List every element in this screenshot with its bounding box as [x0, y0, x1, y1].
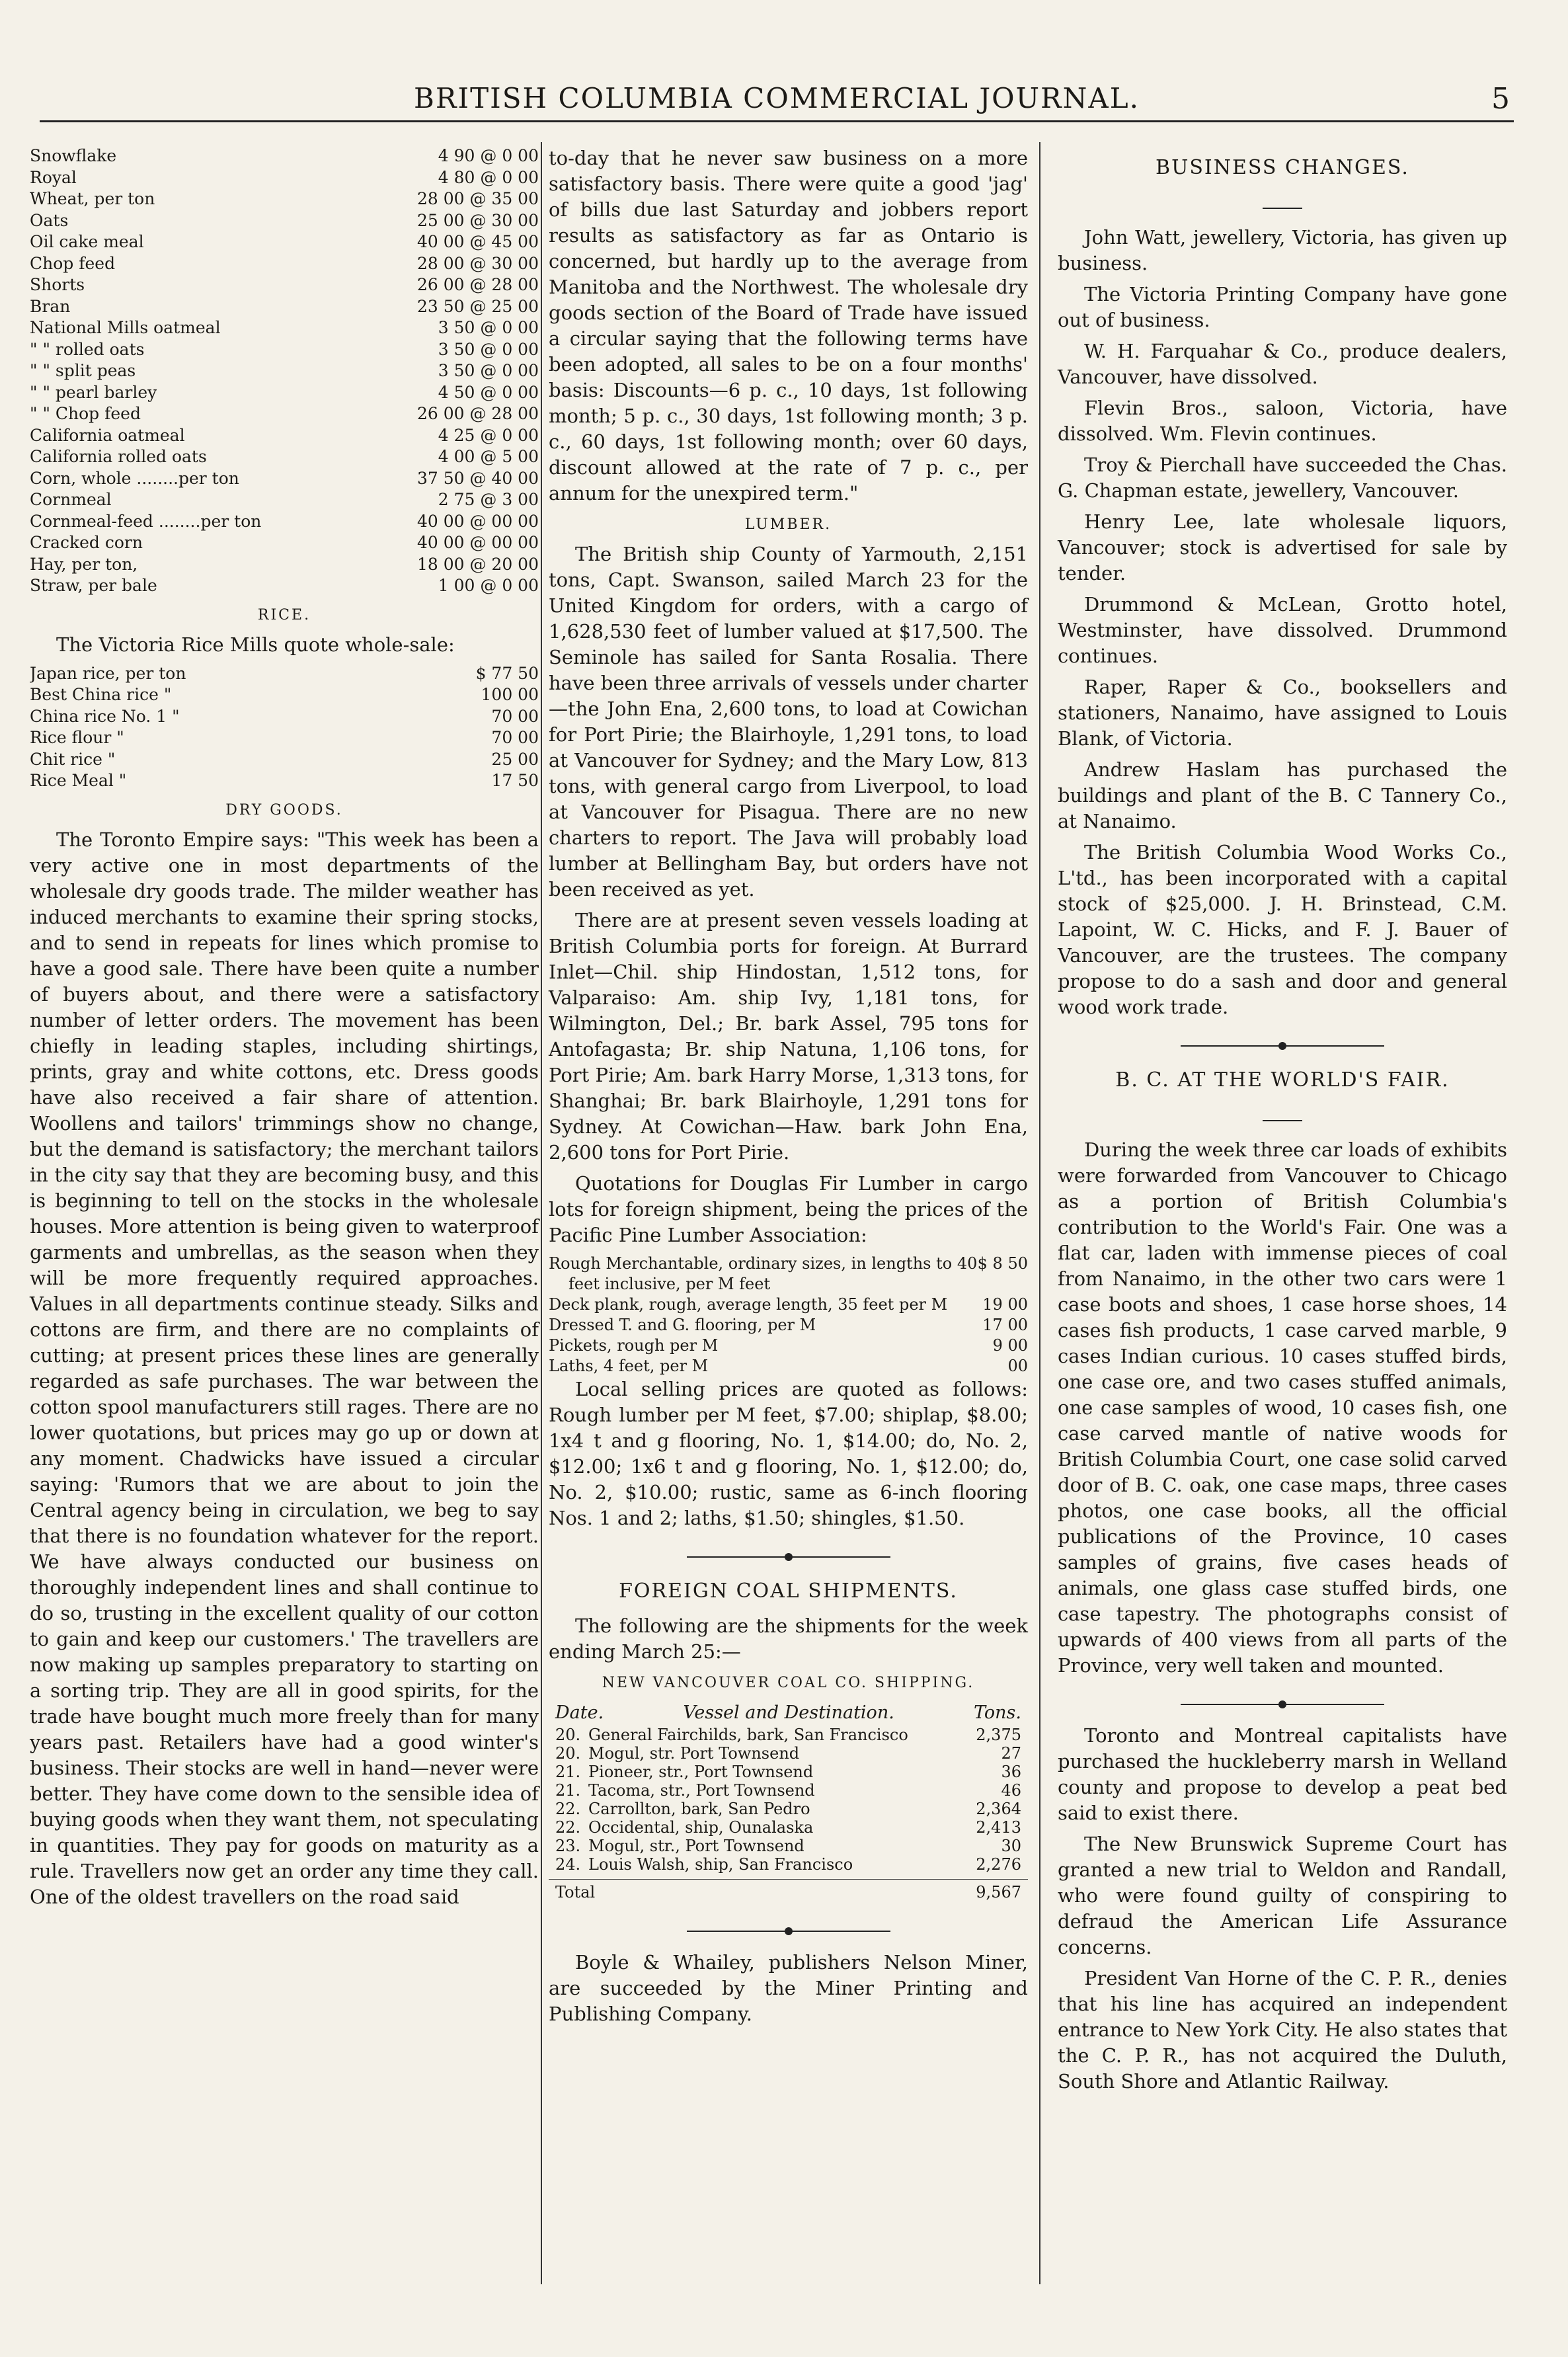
table-row	[549, 1855, 1028, 1874]
coal-company: NEW VANCOUVER COAL CO. SHIPPING.	[602, 1675, 975, 1691]
feed-price-list	[30, 145, 539, 597]
item-name: Oil cake meal	[30, 232, 144, 251]
section-separator	[549, 1543, 1028, 1569]
coal-table	[549, 1726, 1028, 1874]
lumber-quote-row	[549, 1356, 1028, 1377]
item-price: 23 50 @ 25 00	[416, 296, 539, 316]
boyle-notice: Boyle & Whailey, publishers Nelson Miner, are succeeded by the Miner Printing and Publishing Company.	[549, 1951, 1028, 2025]
coal-date: 21.	[555, 1763, 581, 1781]
item-price: 28 00 @ 35 00	[416, 189, 539, 208]
table-row	[549, 1781, 1028, 1800]
price-row	[30, 253, 539, 275]
section-separator	[549, 1917, 1028, 1943]
item-name: " " split peas	[30, 361, 136, 380]
news-item: Toronto and Montreal capitalists have purchased the huckleberry marsh in Welland county and propose to develop a peat bed said to exist there.	[1058, 1724, 1507, 1824]
column-2	[549, 145, 1028, 2032]
coal-tons: 2,375	[976, 1726, 1021, 1744]
item-name: Oats	[30, 210, 69, 230]
lumber-paragraph-2: There are at present seven vessels loading at British Columbia ports for foreign. At Burrard Inlet—Chil. ship Hindostan, 1,512 tons, for Valparaiso: Am. ship Ivy, 1,181 tons, for Wilmington, Del.; Br. bark Assel, 795 tons for Antofagasta; Br. ship Natuna, 1,106 tons, for Port Pirie; Am. bark Harry Morse, 1,313 tons, for Shanghai; Br. bark Blairhoyle, 1,291 tons for Sydney. At Cowichan—Haw. bark John Ena, 2,600 tons for Port Pirie.	[549, 909, 1028, 1164]
coal-heading: FOREIGN COAL SHIPMENTS.	[619, 1579, 958, 1603]
lumber-paragraph-1: The British ship County of Yarmouth, 2,151 tons, Capt. Swanson, sailed March 23 for the United Kingdom for orders, with a cargo of 1,628,530 feet of lumber valued at $17,500. The Seminole has sailed for Santa Rosalia. There have been three arrivals of vessels under charter—the John Ena, 2,600 tons, to load at Cowichan for Port Pirie; the Blairhoyle, 1,291 tons, to load at Vancouver for Sydney; and the Mary Low, 813 tons, with general cargo from Liverpool, to load at Vancouver for Pisagua. There are no new charters to report. The Java will probably load lumber at Bellingham Bay, but orders have not been received as yet.	[549, 543, 1028, 900]
news-item: The New Brunswick Supreme Court has granted a new trial to Weldon and Randall, who were found guilty of conspiring to defraud the American Life Assurance concerns.	[1058, 1833, 1507, 1958]
item-price: 28 00 @ 30 00	[416, 253, 539, 273]
item-price: $ 77 50	[475, 663, 539, 683]
coal-col-vessel: Vessel and Destination.	[683, 1702, 894, 1723]
coal-col-tons: Tons.	[974, 1702, 1021, 1723]
coal-col-date: Date.	[555, 1702, 604, 1723]
item-price: 26 00 @ 28 00	[416, 275, 539, 294]
item-price: 4 80 @ 0 00	[438, 167, 539, 187]
coal-vessel: Louis Walsh, ship, San Francisco	[588, 1855, 853, 1874]
coal-date: 22.	[555, 1800, 581, 1818]
coal-vessel: General Fairchilds, bark, San Francisco	[588, 1726, 908, 1744]
section-separator	[1058, 1691, 1507, 1716]
price-row	[30, 339, 539, 361]
lumber-paragraph-4: Local selling prices are quoted as follows: Rough lumber per M feet, $7.00; shiplap, $8.00; 1x4 t and g flooring, No. 1, $14.00; do, No. 2, $12.00; 1x6 t and g flooring, No. 1, $12.00; do, No. 2, $10.00; rustic, same as 6-inch flooring Nos. 1 and 2; laths, $1.50; shingles, $1.50.	[549, 1378, 1028, 1529]
item-price: 100 00	[481, 685, 539, 704]
item-price: 3 50 @ 0 00	[438, 318, 539, 337]
lumber-paragraph-3: Quotations for Douglas Fir Lumber in cargo lots for foreign shipment, being the prices of the Pacific Pine Lumber Association:	[549, 1172, 1028, 1246]
column-3	[1058, 145, 1507, 2100]
item-name: Bran	[30, 296, 71, 316]
item-name: California oatmeal	[30, 425, 185, 445]
price-row	[30, 532, 539, 554]
item-price: 70 00	[491, 728, 539, 747]
price-row	[30, 274, 539, 296]
business-change-item: John Watt, jewellery, Victoria, has given up business.	[1058, 226, 1507, 274]
item-price: 1 00 @ 0 00	[438, 576, 539, 595]
item-price: 26 00 @ 28 00	[416, 404, 539, 423]
coal-vessel: Pioneer, str., Port Townsend	[588, 1763, 814, 1781]
coal-intro: The following are the shipments for the week ending March 25:—	[549, 1615, 1028, 1663]
masthead	[40, 78, 1514, 124]
dry-goods-continuation: to-day that he never saw business on a more satisfactory basis. There were quite a good 'jag' of bills due last Saturday and jobbers report results as satisfactory as far as Ontario is concerned, but hardly up to the average from Manitoba and the Northwest. The wholesale dry goods section of the Board of Trade have issued a circular saying that the following terms have been adopted, all sales to be on a four months' basis: Discounts—6 p. c., 10 days, 1st following month; 5 p. c., 30 days, 1st following month; 3 p. c., 60 days, 1st following month; over 60 days, discount allowed at the rate of 7 p. c., per annum for the unexpired term."	[549, 147, 1028, 504]
price-row	[30, 511, 539, 533]
table-row	[549, 1837, 1028, 1855]
coal-total-label: Total	[555, 1883, 596, 1901]
lumber-quote-row	[549, 1295, 1028, 1315]
coal-tons: 2,276	[976, 1855, 1021, 1874]
price-row	[30, 145, 539, 167]
table-row	[549, 1818, 1028, 1837]
coal-date: 23.	[555, 1837, 581, 1855]
lumber-price: 17 00	[982, 1316, 1028, 1334]
item-name: Best China rice "	[30, 685, 172, 704]
item-name: Cornmeal-feed ........per ton	[30, 511, 262, 531]
business-change-item: Raper, Raper & Co., booksellers and stationers, Nanaimo, have assigned to Louis Blank, of Victoria.	[1058, 676, 1507, 750]
lumber-price: $ 8 50	[977, 1254, 1028, 1273]
lumber-item: Dressed T. and G. flooring, per M	[549, 1316, 816, 1334]
coal-tons: 36	[1001, 1763, 1021, 1781]
news-items	[1058, 1723, 1507, 2095]
column-1	[30, 145, 539, 1915]
item-price: 3 50 @ 0 00	[438, 361, 539, 380]
table-row	[549, 1744, 1028, 1763]
lumber-heading: LUMBER.	[744, 516, 832, 533]
item-price: 25 00 @ 30 00	[416, 210, 539, 230]
item-name: Snowflake	[30, 146, 117, 165]
item-name: China rice No. 1 "	[30, 706, 180, 726]
price-row	[30, 403, 539, 425]
coal-total-row	[549, 1879, 1028, 1905]
coal-date: 21.	[555, 1781, 581, 1800]
lumber-item: Laths, 4 feet, per M	[549, 1357, 709, 1375]
item-price: 4 25 @ 0 00	[438, 425, 539, 445]
masthead-rule	[40, 120, 1514, 122]
item-price: 2 75 @ 3 00	[438, 490, 539, 509]
item-name: Rice flour "	[30, 728, 124, 747]
item-name: Cornmeal	[30, 490, 112, 509]
item-name: Royal	[30, 167, 77, 187]
lumber-quote-row	[549, 1254, 1028, 1295]
lumber-quote-row	[549, 1336, 1028, 1356]
price-row	[30, 489, 539, 511]
dry-goods-article: The Toronto Empire says: "This week has been a very active one in most departments of the wholesale dry goods trade. The milder weather has induced merchants to examine their spring stocks, and to send in repeats for lines which promise to have a good sale. There have been quite a number of buyers about, and there were a satisfactory number of letter orders. The movement has been chiefly in leading staples, including shirtings, prints, gray and white cottons, etc. Dress goods have also received a fair share of attention. Woollens and tailors' trimmings show no change, but the demand is satisfactory; the merchant tailors in the city say that they are becoming busy, and this is beginning to tell on the stocks in the wholesale houses. More attention is being given to waterproof garments and umbrellas, as the season when they will be more frequently required approaches. Values in all departments continue steady. Silks and cottons are firm, and there are no complaints of cutting; at present prices these lines are generally regarded as safe purchases. The war between the cotton spool manufacturers still rages. There are no lower quotations, but prices may go up or down at any moment. Chadwicks have issued a circular saying: 'Rumors that we are about to join the Central agency being in circulation, we beg to say that there is no foundation whatever for the report. We have always conducted our business on thoroughly independent lines and shall continue to do so, trusting in the excellent quality of our cotton to gain and keep our customers.' The travellers are now making up samples preparatory to starting on a sorting trip. They are all in good spirits, for the trade have bought much more freely than for many years past. Retailers have had a good winter's business. Their stocks are well in hand—never were better. They have come down to the sensible idea of buying goods when they want them, not speculating in quantities. They pay for goods on maturity as a rule. Travellers now get an order any time they call. One of the oldest travellers on the road said	[30, 828, 539, 1908]
item-name: California rolled oats	[30, 447, 207, 466]
dry-goods-heading: DRY GOODS.	[225, 801, 343, 819]
lumber-price: 9 00	[992, 1336, 1028, 1355]
lumber-price: 19 00	[982, 1295, 1028, 1314]
item-price: 37 50 @ 40 00	[416, 468, 539, 488]
item-price: 3 50 @ 0 00	[438, 339, 539, 359]
item-name: Japan rice, per ton	[30, 663, 186, 683]
business-change-item: The Victoria Printing Company have gone out of business.	[1058, 283, 1507, 331]
table-row	[549, 1726, 1028, 1744]
coal-vessel: Carrollton, bark, San Pedro	[588, 1800, 810, 1818]
item-name: National Mills oatmeal	[30, 318, 221, 337]
item-name: " " pearl barley	[30, 382, 157, 402]
item-price: 4 50 @ 0 00	[438, 382, 539, 402]
short-rule	[1058, 190, 1507, 216]
business-change-item: Flevin Bros., saloon, Victoria, have dissolved. Wm. Flevin continues.	[1058, 397, 1507, 445]
item-name: " " rolled oats	[30, 339, 145, 359]
table-row	[549, 1800, 1028, 1818]
coal-table-header	[549, 1700, 1028, 1726]
item-price: 40 00 @ 45 00	[416, 232, 539, 251]
price-row	[30, 663, 539, 685]
coal-tons: 46	[1001, 1781, 1021, 1800]
item-name: Rice Meal "	[30, 771, 127, 790]
business-changes-heading: BUSINESS CHANGES.	[1156, 156, 1409, 179]
worlds-fair-article: During the week three car loads of exhibits were forwarded from Vancouver to Chicago as a portion of British Columbia's contribution to the World's Fair. One was a flat car, laden with immense pieces of coal from Nanaimo, in the other two cars were 1 case boots and shoes, 1 case horse shoes, 14 cases fish products, 1 case carved marble, 9 cases Indian curious. 10 cases stuffed birds, one case ore, and two cases stuffed animals, one case samples of wood, 10 cases fish, one case carved mantle of native woods for British Columbia Court, one case solid carved door of B. C. oak, one case maps, three cases photos, one case books, all the official publications of the Province, 10 cases samples of grains, five cases heads of animals, one glass case stuffed birds, one case tapestry. The photographs consist of upwards of 400 views from all parts of the Province, very well taken and mounted.	[1058, 1139, 1507, 1677]
price-row	[30, 749, 539, 771]
price-row	[30, 770, 539, 792]
item-price: 40 00 @ 00 00	[416, 533, 539, 552]
item-name: Corn, whole ........per ton	[30, 468, 239, 488]
business-change-item: Drummond & McLean, Grotto hotel, Westminster, have dissolved. Drummond continues.	[1058, 593, 1507, 667]
journal-title: BRITISH COLUMBIA COMMERCIAL JOURNAL.	[414, 82, 1140, 114]
coal-vessel: Mogul, str. Port Townsend	[588, 1744, 800, 1763]
coal-date: 20.	[555, 1726, 581, 1744]
coal-tons: 27	[1001, 1744, 1021, 1763]
coal-date: 24.	[555, 1855, 581, 1874]
price-row	[30, 446, 539, 468]
page-number: 5	[1491, 82, 1510, 116]
item-price: 25 00	[491, 749, 539, 769]
price-row	[30, 296, 539, 318]
price-row	[30, 468, 539, 490]
lumber-price: 00	[1007, 1357, 1028, 1375]
business-change-item: Henry Lee, late wholesale liquors, Vancouver; stock is advertised for sale by tender.	[1058, 510, 1507, 584]
rice-intro: The Victoria Rice Mills quote whole-sale:	[56, 633, 455, 656]
coal-vessel: Occidental, ship, Ounalaska	[588, 1818, 814, 1837]
price-row	[30, 231, 539, 253]
coal-tons: 2,413	[976, 1818, 1021, 1837]
item-price: 18 00 @ 20 00	[416, 554, 539, 574]
rice-heading: RICE.	[257, 606, 311, 623]
item-price: 4 90 @ 0 00	[438, 146, 539, 165]
coal-tons: 2,364	[976, 1800, 1021, 1818]
column-divider-2	[1039, 142, 1040, 2284]
price-row	[30, 706, 539, 728]
business-change-item: Troy & Pierchall have succeeded the Chas. G. Chapman estate, jewellery, Vancouver.	[1058, 454, 1507, 502]
news-item: President Van Horne of the C. P. R., denies that his line has acquired an independent entrance to New York City. He also states that the C. P. R., has not acquired the Duluth, South Shore and Atlantic Railway.	[1058, 1967, 1507, 2093]
table-row	[549, 1763, 1028, 1781]
lumber-quotes	[549, 1254, 1028, 1377]
lumber-item: Pickets, rough per M	[549, 1336, 719, 1355]
coal-vessel: Tacoma, str., Port Townsend	[588, 1781, 815, 1800]
price-row	[30, 575, 539, 597]
column-divider-1	[541, 142, 542, 2284]
price-row	[30, 684, 539, 706]
price-row	[30, 317, 539, 339]
rice-price-list	[30, 663, 539, 792]
lumber-item: Deck plank, rough, average length, 35 feet per M	[549, 1295, 948, 1314]
coal-tons: 30	[1001, 1837, 1021, 1855]
item-name: Straw, per bale	[30, 576, 157, 595]
item-name: Chop feed	[30, 253, 116, 273]
item-price: 17 50	[491, 771, 539, 790]
item-price: 70 00	[491, 706, 539, 726]
price-row	[30, 425, 539, 447]
business-change-item: The British Columbia Wood Works Co., L'td., has been incorporated with a capital stock of $25,000. J. H. Brinstead, C.M. Lapoint, W. C. Hicks, and F. J. Bauer of Vancouver, are the trustees. The company propose to do a sash and door and general wood work trade.	[1058, 841, 1507, 1018]
coal-total-value: 9,567	[976, 1883, 1021, 1901]
lumber-quote-row	[549, 1315, 1028, 1336]
price-row	[30, 382, 539, 404]
price-row	[30, 210, 539, 232]
item-name: " " Chop feed	[30, 404, 141, 423]
price-row	[30, 188, 539, 210]
coal-date: 20.	[555, 1744, 581, 1763]
item-name: Chit rice "	[30, 749, 116, 769]
item-name: Cracked corn	[30, 533, 143, 552]
short-rule	[1058, 1102, 1507, 1128]
business-change-item: Andrew Haslam has purchased the buildings and plant of the B. C Tannery Co., at Nanaimo.	[1058, 758, 1507, 832]
item-price: 4 00 @ 5 00	[438, 447, 539, 466]
price-row	[30, 554, 539, 576]
coal-vessel: Mogul, str., Port Townsend	[588, 1837, 804, 1855]
price-row	[30, 360, 539, 382]
coal-date: 22.	[555, 1818, 581, 1837]
item-price: 40 00 @ 00 00	[416, 511, 539, 531]
business-change-item: W. H. Farquahar & Co., produce dealers, Vancouver, have dissolved.	[1058, 340, 1507, 388]
section-separator	[1058, 1032, 1507, 1058]
item-name: Hay, per ton,	[30, 554, 138, 574]
price-row	[30, 167, 539, 189]
price-row	[30, 727, 539, 749]
business-changes-list	[1058, 225, 1507, 1020]
lumber-item: Rough Merchantable, ordinary sizes, in lengths to 40 feet inclusive, per M feet	[549, 1254, 978, 1293]
item-name: Wheat, per ton	[30, 189, 155, 208]
item-name: Shorts	[30, 275, 85, 294]
worlds-fair-heading: B. C. AT THE WORLD'S FAIR.	[1115, 1068, 1450, 1092]
